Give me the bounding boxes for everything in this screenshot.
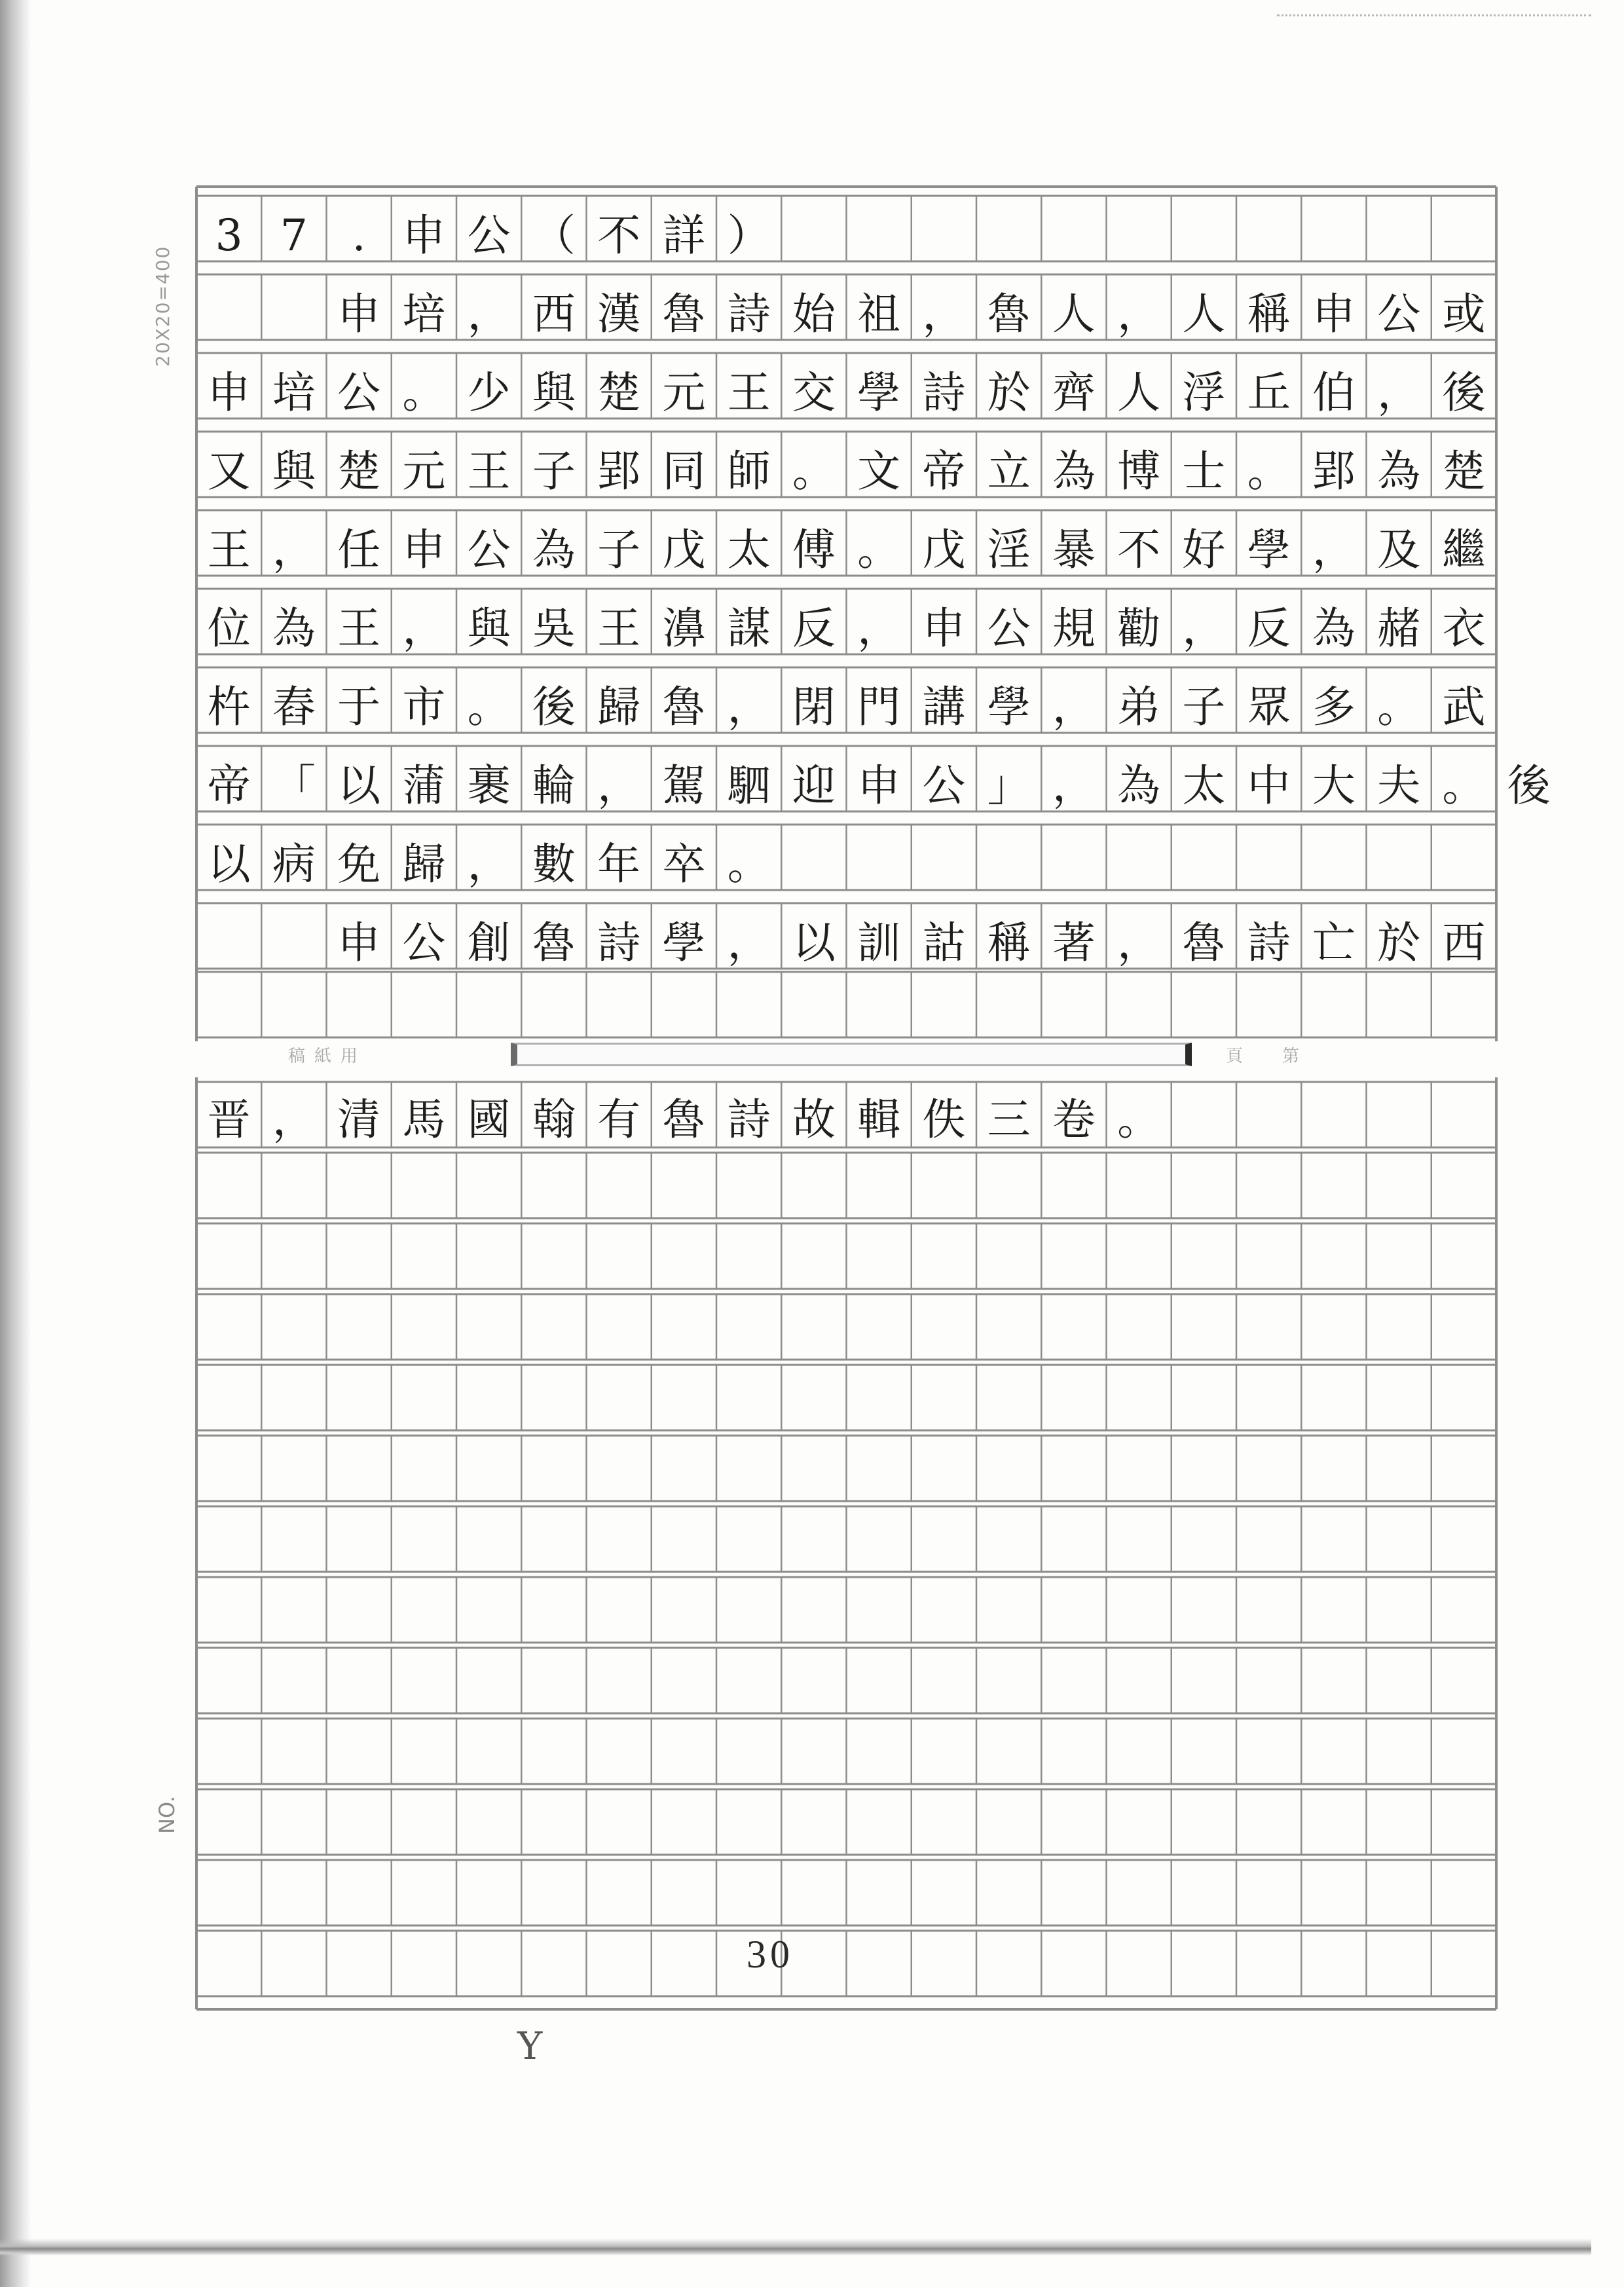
paragraph-2-line: 晋 ， 清 馬 國 翰 有 魯 詩 故 輯 佚 三 卷 。 [207,1094,1161,1145]
paragraph-2-line: 申 公 創 魯 詩 學 ， 以 訓 詁 稱 著 ， 魯 詩 亡 於 西 [337,918,1486,968]
grid-spec-label: 20X20=400 [152,245,174,367]
page-number: 30 [747,1933,794,1976]
paragraph-1-line: 又 與 楚 元 王 子 郢 同 師 。 文 帝 立 為 博 士 。 郢 為 楚 [207,446,1486,496]
paragraph-1-line: 以 病 免 歸 ， 數 年 卒 。 [207,839,771,889]
entry-name: 申 公 [402,210,511,261]
paragraph-1-line: 申 培 公 。 少 與 楚 元 王 交 學 詩 於 齊 人 浮 丘 伯 ， 後 [207,367,1486,418]
paragraph-1-line: 位 為 王 ， 與 吳 王 濞 謀 反 ， 申 公 規 勸 ， 反 為 赭 衣 [207,603,1486,654]
scan-bottom-shadow [0,2239,1591,2256]
paragraph-1-line: 王 ， 任 申 公 為 子 戊 太 傅 。 戊 淫 暴 不 好 學 ， 及 繼 [207,525,1486,575]
gutter-title-box [511,1043,1192,1066]
pencil-mark: Y [517,2024,543,2068]
gutter-right-label: 頁第 [1226,1047,1339,1066]
entry-number: 3 7 . [215,210,366,261]
no-label: NO. [155,1796,179,1834]
entry-title [196,196,781,275]
paragraph-1-line: 帝 「 以 蒲 裹 輪 ， 駕 駟 迎 申 公 」 ， 為 太 中 大 夫 。 後 [207,760,1551,811]
entry-note: （ 不 詳 ） [532,210,771,261]
paragraph-1-line: 申 培 ， 西 漢 魯 詩 始 祖 ， 魯 人 ， 人 稱 申 公 或 [337,289,1486,339]
gutter-left-label: 稿紙用 [288,1047,367,1066]
paragraph-1-line: 杵 舂 于 市 。 後 歸 魯 ， 閉 門 講 學 ， 弟 子 眾 多 。 武 [207,682,1486,732]
